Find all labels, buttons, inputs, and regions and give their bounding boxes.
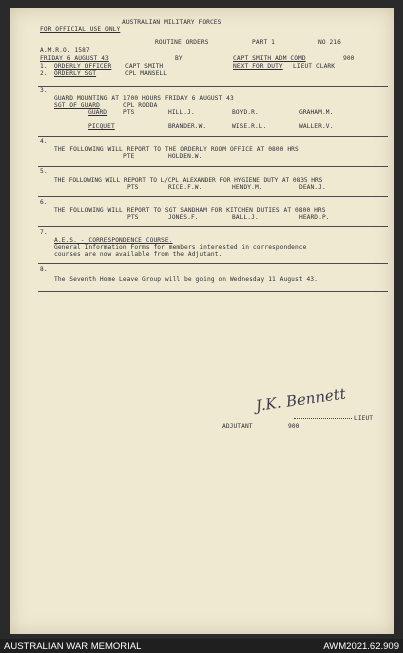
archive-footer bbox=[0, 639, 403, 653]
section-5-text: THE FOLLOWING WILL REPORT TO L/CPL ALEXANDER FOR HYGIENE DUTY AT 0835 HRS bbox=[54, 177, 323, 184]
sgt-of-guard-name: CPL RODDA bbox=[123, 102, 158, 109]
orderly-sgt-label: ORDERLY SGT bbox=[54, 70, 97, 77]
picquet-name: WISE.R.L. bbox=[232, 123, 267, 130]
section-4-number: 4. bbox=[40, 138, 48, 145]
duty-2-number: 2. bbox=[40, 70, 48, 77]
next-for-duty-label: NEXT FOR DUTY bbox=[233, 63, 283, 70]
section-5-name: DEAN.J. bbox=[299, 184, 326, 191]
section-7-line: courses are now available from the Adjutant. bbox=[54, 251, 223, 258]
sgt-of-guard-label: SGT OF GUARD bbox=[54, 102, 100, 109]
duty-1-number: 1. bbox=[40, 63, 48, 70]
section-5-rank: PTS bbox=[127, 184, 139, 191]
divider bbox=[38, 226, 388, 227]
divider bbox=[38, 263, 388, 264]
archive-id: AWM2021.62.909 bbox=[323, 641, 399, 652]
section-4-rank: PTE bbox=[123, 153, 135, 160]
guard-rank: PTS bbox=[123, 109, 135, 116]
section-5-name: RICE.F.W. bbox=[168, 184, 203, 191]
section-7-line: General Information Forms for members interested in correspondence bbox=[54, 244, 307, 251]
document-page bbox=[10, 8, 394, 634]
section-8-text: The Seventh Home Leave Group will be going on Wednesday 11 August 43. bbox=[54, 276, 318, 283]
picquet-name: WALLER.V. bbox=[299, 123, 334, 130]
orders-number: NO 216 bbox=[318, 39, 341, 46]
section-5-name: HENDY.M. bbox=[232, 184, 263, 191]
divider bbox=[38, 136, 388, 137]
orders-title: ROUTINE ORDERS bbox=[155, 39, 209, 46]
section-4-text: THE FOLLOWING WILL REPORT TO THE ORDERLY ROOM OFFICE AT 0800 HRS bbox=[54, 146, 299, 153]
unit-ref: A.M.R.O. 1587 bbox=[40, 47, 90, 54]
guard-name: GRAHAM.M. bbox=[299, 109, 334, 116]
signatory-rank: LIEUT bbox=[354, 415, 374, 422]
next-for-duty-name: LIEUT CLARK bbox=[293, 63, 336, 70]
signatory-number: 900 bbox=[288, 423, 300, 430]
handwritten-signature: J.K. Bennett bbox=[254, 384, 347, 415]
orders-date: FRIDAY 6 AUGUST 43 bbox=[40, 55, 109, 62]
signature-line bbox=[294, 418, 352, 419]
section-6-rank: PTS bbox=[127, 214, 139, 221]
divider bbox=[38, 196, 388, 197]
org-heading: AUSTRALIAN MILITARY FORCES bbox=[122, 19, 222, 26]
guard-name: HILL.J. bbox=[168, 109, 195, 116]
guard-mounting-text: GUARD MOUNTING AT 1700 HOURS FRIDAY 6 AUGUST 43 bbox=[54, 95, 234, 102]
authority-number: 900 bbox=[343, 55, 355, 62]
signatory-role: ADJUTANT bbox=[222, 423, 253, 430]
picquet-name: BRANDER.W. bbox=[168, 123, 207, 130]
divider bbox=[38, 291, 388, 292]
guard-label: GUARD bbox=[88, 109, 108, 116]
guard-name: BOYD.R. bbox=[232, 109, 259, 116]
section-4-name: HOLDEN.W. bbox=[168, 153, 203, 160]
section-3-number: 3. bbox=[40, 87, 48, 94]
by-label: BY bbox=[175, 55, 183, 62]
section-6-name: HEARD.P. bbox=[299, 214, 330, 221]
orderly-officer-label: ORDERLY OFFICER bbox=[54, 63, 112, 70]
authority: CAPT SMITH ADM COMD bbox=[233, 55, 306, 62]
orderly-sgt-name: CPL MANSELL bbox=[125, 70, 168, 77]
picquet-label: PICQUET bbox=[88, 123, 115, 130]
orderly-officer-name: CAPT SMITH bbox=[125, 63, 164, 70]
orders-part: PART 1 bbox=[252, 39, 275, 46]
section-6-number: 6. bbox=[40, 199, 48, 206]
restriction-label: FOR OFFICIAL USE ONLY bbox=[40, 26, 121, 33]
section-5-number: 5. bbox=[40, 168, 48, 175]
section-7-number: 7. bbox=[40, 229, 48, 236]
section-6-name: JONES.F. bbox=[168, 214, 199, 221]
section-7-heading: A.E.S. - CORRESPONDENCE COURSE. bbox=[54, 237, 173, 244]
divider bbox=[38, 86, 388, 87]
archive-name: AUSTRALIAN WAR MEMORIAL bbox=[4, 641, 142, 652]
section-6-text: THE FOLLOWING WILL REPORT TO SGT SANDHAM FOR KITCHEN DUTIES AT 0800 HRS bbox=[54, 207, 326, 214]
section-8-number: 8. bbox=[40, 266, 48, 273]
divider bbox=[38, 166, 388, 167]
section-6-name: BALL.J. bbox=[232, 214, 259, 221]
